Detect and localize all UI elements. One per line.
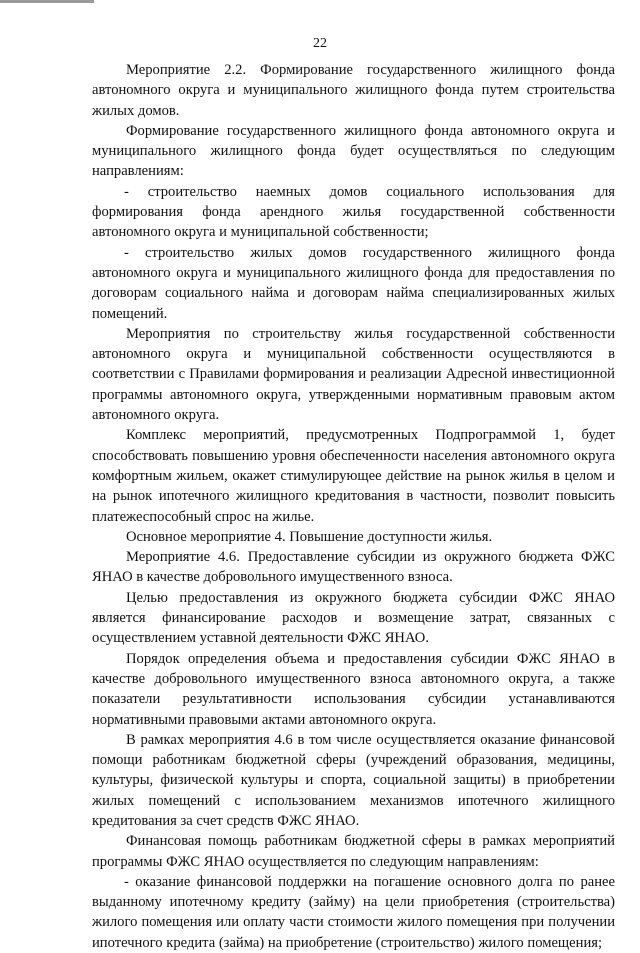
scan-edge-mark: [0, 0, 94, 3]
paragraph-financial-assistance: В рамках мероприятия 4.6 в том числе осуществляется оказание финансовой помощи работникам бюджетной сферы (учреждений образования, медицины, культуры, физической культуры и спорта, социальной защиты) в приобретении жилых помещений с использованием механизмов ипотечного жилищного кредитования за счет средств ФЖС ЯНАО.: [92, 731, 615, 829]
paragraph-housing-fund-directions: Формирование государственного жилищного фонда автономного округа и муниципального жилищного фонда будет осуществляться по следующим направлениям:: [92, 122, 615, 180]
list-item-financial-support: - оказание финансовой поддержки на погашение основного долга по ранее выданному ипотечному кредиту (займу) на цели приобретения (строительства) жилого помещения или оплату части стоимости жилого помещения при получении ипотечного кредита (займа) на приобретение (строительство) жилого помещения;: [92, 873, 615, 951]
document-body: [92, 60, 615, 953]
paragraph-construction-rules: Мероприятия по строительству жилья государственной собственности автономного округа и муниципальной собственности осуществляются в соответствии с Правилами формирования и реализации Адресной инвестиционной программы автономного округа, утвержденными нормативным правовым актом автономного округа.: [92, 325, 615, 424]
list-item-rental-houses: - строительство наемных домов социального использования для формирования фонда арендного жилья государственной собственности автономного округа и муниципальной собственности;: [92, 183, 615, 241]
list-item-residential-construction: - строительство жилых домов государственного жилищного фонда автономного округа и муниципального жилищного фонда для предоставления по договорам социального найма и договорам найма специализированных жилых помещений.: [92, 244, 615, 322]
paragraph-measure-2-2: Мероприятие 2.2. Формирование государственного жилищного фонда автономного округа и муниципального жилищного фонда путем строительства жилых домов.: [92, 62, 615, 119]
page-number: 22: [313, 36, 327, 51]
paragraph-subsidy-procedure: Порядок определения объема и предоставления субсидии ФЖС ЯНАО в качестве добровольного имущественного взноса автономного округа, а также показатели результативности использования субсидии устанавливаются нормативными правовыми актами автономного округа.: [92, 650, 615, 728]
paragraph-subprogram-impact: Комплекс мероприятий, предусмотренных Подпрограммой 1, будет способствовать повышению уровня обеспеченности населения автономного округа комфортным жильем, окажет стимулирующее действие на рынок жилья в целом и на рынок ипотечного жилищного кредитования в частности, позволит повысить платежеспособный спрос на жилье.: [92, 427, 615, 525]
paragraph-assistance-directions: Финансовая помощь работникам бюджетной сферы в рамках мероприятий программы ФЖС ЯНАО осуществляется по следующим направлениям:: [92, 833, 615, 870]
paragraph-measure-4-6: Мероприятие 4.6. Предоставление субсидии из окружного бюджета ФЖС ЯНАО в качестве добровольного имущественного взноса.: [92, 549, 615, 586]
paragraph-subsidy-purpose: Целью предоставления из окружного бюджета субсидии ФЖС ЯНАО является финансирование расходов и возмещение затрат, связанных с осуществлением уставной деятельности ФЖС ЯНАО.: [92, 589, 615, 647]
paragraph-main-measure-4: Основное мероприятие 4. Повышение доступности жилья.: [126, 528, 493, 545]
